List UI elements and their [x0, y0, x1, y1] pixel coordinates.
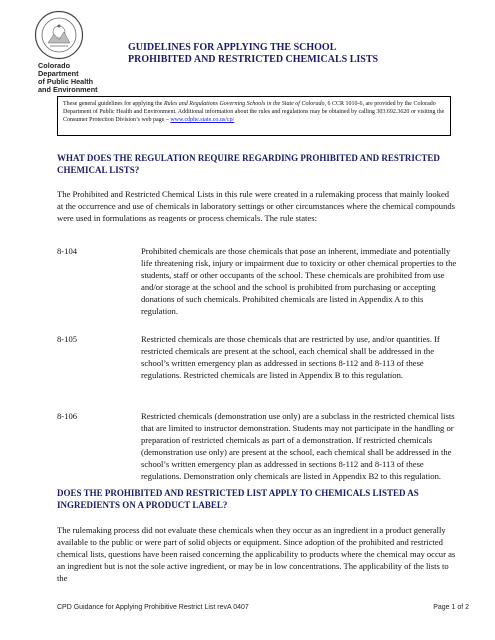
cdphe-link[interactable]: www.cdphe.state.co.us/cp/: [170, 117, 235, 124]
section-heading: DOES THE PROHIBITED AND RESTRICTED LIST APPLY TO CHEMICALS LISTED AS INGREDIENTS ON A PRODUCT LABEL?: [57, 488, 419, 510]
state-seal-icon: [34, 10, 84, 60]
rule-number: 8-105: [57, 334, 78, 344]
org-line: Colorado Department: [38, 61, 79, 78]
org-name: [38, 62, 98, 94]
notice-text: , 6 CCR 1010-6, are provided by the Colorado Department of Public Health and Environment. Additional information about the rules and regulations may be obtained by calling 303.692.3620 or visiting the Consumer Protection Division’s web page –: [63, 101, 445, 124]
notice-text: These general guidelines for applying the: [63, 101, 164, 107]
org-line: and Environment: [38, 85, 98, 94]
org-line: of Public Health: [38, 77, 94, 86]
rule-number: 8-106: [57, 411, 78, 421]
title-line: GUIDELINES FOR APPLYING THE SCHOOL: [128, 42, 337, 53]
notice-box: [57, 96, 451, 136]
title-line: PROHIBITED AND RESTRICTED CHEMICALS LISTS: [128, 54, 379, 65]
body-paragraph: The rulemaking process did not evaluate these chemicals when they occur as an ingredient in a product generally available to the public or were part of solid objects or equipment. Since adoption of the prohibited and restricted chemical lists, questions have been raised concerning the applicability to products where the chemical may occur as an ingredient but is not the sole active ingredient, or may be in low concentrations. The applicability of the lists to the: [57, 525, 456, 583]
notice-italic: Rules and Regulations Governing Schools in the State of Colorado: [163, 101, 325, 107]
document-title: [128, 42, 448, 66]
rule-number: 8-104: [57, 246, 78, 256]
rule-text: Prohibited chemicals are those chemicals that pose an inherent, immediate and potentially life threatening risk, injury or impairment due to toxicity or other chemical properties to the students, staff or other occupants of the school. These chemicals are prohibited from use and/or storage at the school and the school is prohibited from purchasing or accepting donations of such chemicals. Prohibited chemicals are listed in Appendix A to this regulation.: [141, 246, 457, 316]
rule-text: Restricted chemicals (demonstration use only) are a subclass in the restricted chemical lists that are limited to instructor demonstration. Students may not participate in the handling or preparation of restricted chemicals as part of a demonstration. If restricted chemicals (demonstration use only) are present at the school, each chemical shall be addressed in the school’s written emergency plan as addressed in sections 8-112 and 8-113 of these regulations. Demonstration only chemicals are listed in Appendix B2 to this regulation.: [141, 411, 455, 481]
section-heading: WHAT DOES THE REGULATION REQUIRE REGARDING PROHIBITED AND RESTRICTED CHEMICAL LISTS?: [57, 153, 440, 175]
page-number: Page 1 of 2: [433, 604, 469, 611]
intro-paragraph: The Prohibited and Restricted Chemical Lists in this rule were created in a rulemaking process that mainly looked at the occurrence and use of chemicals in laboratory settings or other circumstances where the chemical compounds were used in formulations as reagents or process chemicals. The rule states:: [57, 189, 456, 223]
rule-text: Restricted chemicals are those chemicals that are restricted by use, and/or quantities. If restricted chemicals are present at the school, each chemical shall be addressed in the school’s written emergency plan as addressed in sections 8-112 and 8-113 of these regulations. Restricted chemicals are listed in Appendix B to this regulation.: [141, 334, 440, 380]
footer-doc-id: CPD Guidance for Applying Prohibitive Restrict List revA 0407: [57, 604, 249, 611]
